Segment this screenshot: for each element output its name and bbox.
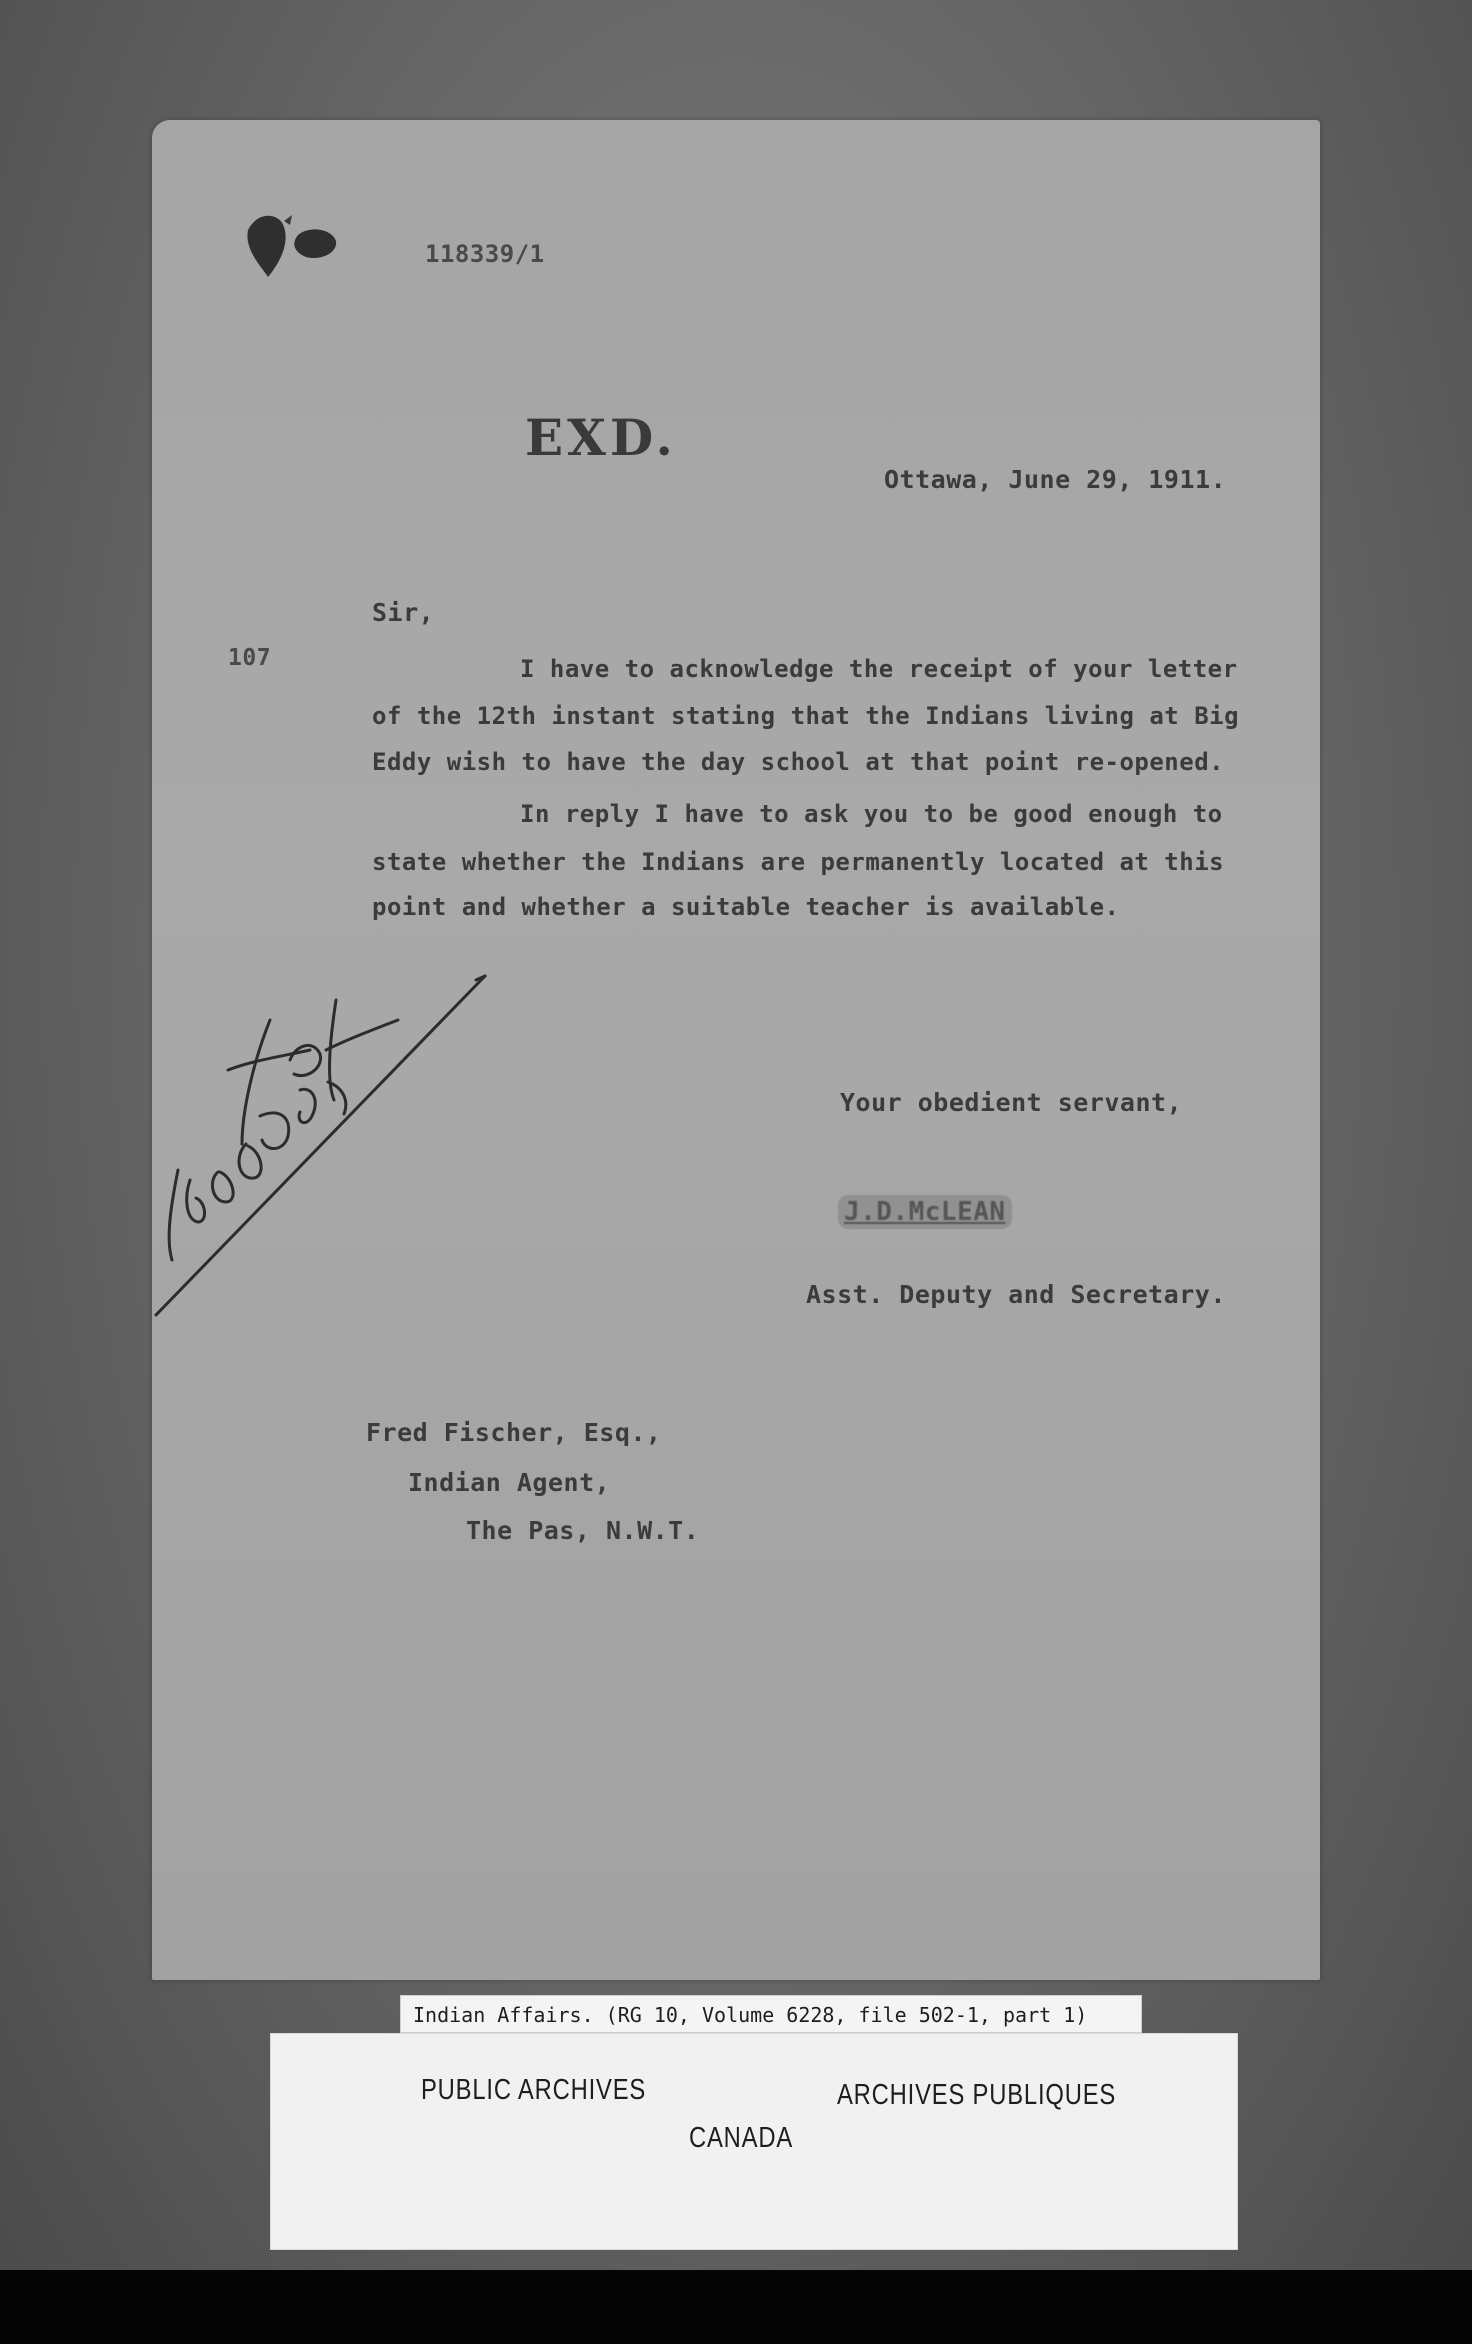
margin-number: 107 [228, 645, 272, 671]
closing-line: Your obedient servant, [840, 1088, 1183, 1117]
ink-blot-mark [240, 205, 350, 285]
body-line: Eddy wish to have the day school at that point re-opened. [372, 748, 1225, 776]
archive-reference-label: Indian Affairs. (RG 10, Volume 6228, file 502-1, part 1) [400, 1995, 1142, 2033]
signature-stamp: J.D.McLEAN [838, 1195, 1012, 1229]
file-number: 118339/1 [425, 240, 545, 268]
body-line: of the 12th instant stating that the Indians living at Big [372, 702, 1240, 730]
addressee-role: Indian Agent, [408, 1468, 611, 1497]
exd-stamp: EXD. [525, 408, 677, 467]
body-line: In reply I have to ask you to be good enough to [520, 800, 1223, 828]
signature-title: Asst. Deputy and Secretary. [806, 1280, 1226, 1309]
addressee-place: The Pas, N.W.T. [466, 1516, 700, 1545]
film-edge [0, 2270, 1472, 2344]
salutation: Sir, [372, 598, 435, 627]
letter-date: Ottawa, June 29, 1911. [884, 465, 1227, 494]
body-line: state whether the Indians are permanently located at this [372, 848, 1225, 876]
body-line: I have to acknowledge the receipt of your letter [520, 655, 1238, 683]
archives-label-french: ARCHIVES PUBLIQUES [837, 2079, 1117, 2111]
archives-card [270, 2033, 1238, 2250]
archives-label-english: PUBLIC ARCHIVES [421, 2074, 647, 2106]
addressee-name: Fred Fischer, Esq., [366, 1418, 662, 1447]
archives-label-country: CANADA [689, 2122, 794, 2154]
body-line: point and whether a suitable teacher is available. [372, 893, 1120, 921]
handwritten-annotation [150, 940, 510, 1340]
